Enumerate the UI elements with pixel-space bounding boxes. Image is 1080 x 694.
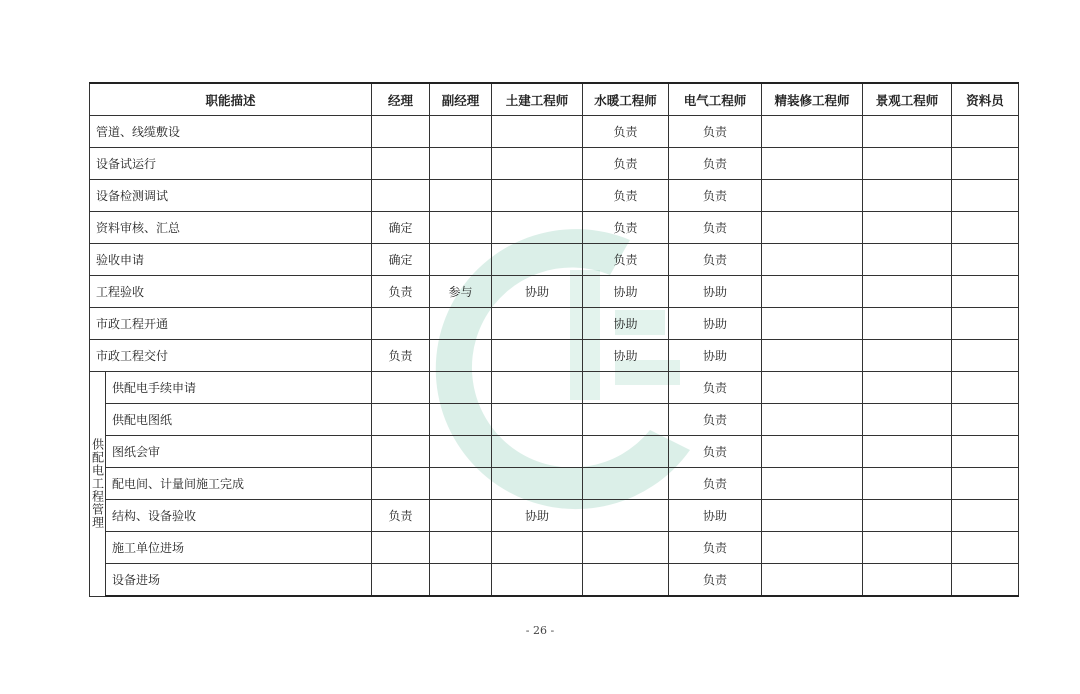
role-cell <box>762 532 863 564</box>
role-cell <box>372 404 430 436</box>
role-cell <box>863 212 952 244</box>
role-cell <box>762 468 863 500</box>
duty-description: 供配电手续申请 <box>106 372 372 404</box>
role-cell <box>863 244 952 276</box>
role-cell <box>952 436 1019 468</box>
role-cell <box>430 340 492 372</box>
role-cell <box>492 212 583 244</box>
role-cell <box>762 244 863 276</box>
duty-description: 图纸会审 <box>106 436 372 468</box>
role-cell <box>762 276 863 308</box>
header-cell: 水暖工程师 <box>583 83 669 116</box>
table-row <box>90 308 1019 340</box>
role-cell <box>583 564 669 597</box>
role-cell: 负责 <box>669 180 762 212</box>
duty-description: 配电间、计量间施工完成 <box>106 468 372 500</box>
role-cell <box>430 372 492 404</box>
role-cell <box>583 436 669 468</box>
role-cell <box>583 468 669 500</box>
duty-description: 供配电图纸 <box>106 404 372 436</box>
role-cell <box>372 116 430 148</box>
role-cell <box>492 564 583 597</box>
role-cell <box>762 180 863 212</box>
role-cell <box>372 468 430 500</box>
role-cell <box>863 436 952 468</box>
role-cell: 负责 <box>372 276 430 308</box>
header-cell: 景观工程师 <box>863 83 952 116</box>
role-cell <box>372 436 430 468</box>
role-cell <box>952 116 1019 148</box>
role-cell <box>430 468 492 500</box>
duty-description: 管道、线缆敷设 <box>90 116 372 148</box>
role-cell <box>430 436 492 468</box>
table-row <box>90 468 1019 500</box>
duty-description: 设备试运行 <box>90 148 372 180</box>
role-cell <box>372 564 430 597</box>
role-cell: 负责 <box>583 212 669 244</box>
role-cell <box>863 340 952 372</box>
duty-description: 设备检测调试 <box>90 180 372 212</box>
role-cell <box>952 180 1019 212</box>
role-cell: 负责 <box>583 180 669 212</box>
table-row <box>90 212 1019 244</box>
header-cell: 精装修工程师 <box>762 83 863 116</box>
header-cell: 资料员 <box>952 83 1019 116</box>
role-cell <box>952 212 1019 244</box>
role-cell <box>492 372 583 404</box>
role-cell: 负责 <box>669 532 762 564</box>
role-cell <box>492 340 583 372</box>
role-cell: 协助 <box>669 500 762 532</box>
role-cell: 协助 <box>492 276 583 308</box>
role-cell <box>863 372 952 404</box>
table-row <box>90 180 1019 212</box>
role-cell <box>952 308 1019 340</box>
table-row <box>90 340 1019 372</box>
role-cell <box>430 244 492 276</box>
role-cell: 协助 <box>669 340 762 372</box>
role-cell: 负责 <box>583 116 669 148</box>
header-cell: 副经理 <box>430 83 492 116</box>
role-cell <box>492 436 583 468</box>
role-cell <box>863 276 952 308</box>
role-cell: 负责 <box>669 404 762 436</box>
role-cell <box>583 372 669 404</box>
role-cell <box>863 148 952 180</box>
duty-description: 市政工程交付 <box>90 340 372 372</box>
role-cell <box>430 148 492 180</box>
role-cell <box>430 564 492 597</box>
role-cell: 协助 <box>669 276 762 308</box>
duty-description: 市政工程开通 <box>90 308 372 340</box>
role-cell <box>863 308 952 340</box>
role-cell <box>952 500 1019 532</box>
role-cell: 负责 <box>583 244 669 276</box>
role-cell <box>952 148 1019 180</box>
table-header-row <box>90 83 1019 116</box>
role-cell <box>492 404 583 436</box>
role-cell <box>372 180 430 212</box>
role-cell <box>492 468 583 500</box>
duty-description: 结构、设备验收 <box>106 500 372 532</box>
role-cell <box>952 244 1019 276</box>
header-cell: 电气工程师 <box>669 83 762 116</box>
role-cell: 负责 <box>669 148 762 180</box>
role-cell <box>492 308 583 340</box>
role-cell <box>762 308 863 340</box>
role-cell <box>762 500 863 532</box>
duty-description: 工程验收 <box>90 276 372 308</box>
role-cell <box>583 532 669 564</box>
role-cell <box>583 500 669 532</box>
role-cell <box>952 468 1019 500</box>
role-cell <box>863 180 952 212</box>
role-cell <box>492 244 583 276</box>
table-row <box>90 532 1019 564</box>
duty-description: 验收申请 <box>90 244 372 276</box>
duty-description: 资料审核、汇总 <box>90 212 372 244</box>
header-cell: 职能描述 <box>90 83 372 116</box>
role-cell: 负责 <box>669 436 762 468</box>
role-cell <box>762 564 863 597</box>
role-cell: 参与 <box>430 276 492 308</box>
role-cell <box>492 180 583 212</box>
role-cell <box>863 468 952 500</box>
role-cell: 负责 <box>669 372 762 404</box>
role-cell <box>762 436 863 468</box>
role-cell <box>583 404 669 436</box>
role-cell: 负责 <box>669 468 762 500</box>
role-cell <box>492 148 583 180</box>
table-row <box>90 116 1019 148</box>
role-cell <box>863 532 952 564</box>
role-cell <box>863 500 952 532</box>
role-cell <box>430 116 492 148</box>
role-cell <box>952 372 1019 404</box>
header-cell: 土建工程师 <box>492 83 583 116</box>
role-cell <box>762 148 863 180</box>
role-cell <box>372 532 430 564</box>
role-cell <box>762 404 863 436</box>
role-cell: 协助 <box>492 500 583 532</box>
role-cell <box>952 532 1019 564</box>
role-cell <box>952 276 1019 308</box>
table-row <box>90 564 1019 597</box>
role-cell: 负责 <box>669 244 762 276</box>
role-cell: 负责 <box>372 500 430 532</box>
table-row <box>90 372 1019 404</box>
group-label: 供配电工程管理 <box>90 372 106 597</box>
role-cell <box>430 308 492 340</box>
table-row <box>90 276 1019 308</box>
role-cell <box>952 340 1019 372</box>
table-row <box>90 500 1019 532</box>
role-cell: 确定 <box>372 244 430 276</box>
role-cell <box>762 340 863 372</box>
role-cell <box>492 532 583 564</box>
role-cell <box>430 500 492 532</box>
table-row <box>90 436 1019 468</box>
duty-description: 设备进场 <box>106 564 372 597</box>
duty-description: 施工单位进场 <box>106 532 372 564</box>
role-cell <box>762 116 863 148</box>
role-cell: 协助 <box>669 308 762 340</box>
responsibility-table <box>89 82 1019 597</box>
table-row <box>90 404 1019 436</box>
role-cell <box>372 372 430 404</box>
role-cell: 确定 <box>372 212 430 244</box>
role-cell: 协助 <box>583 340 669 372</box>
role-cell: 负责 <box>669 212 762 244</box>
role-cell <box>863 116 952 148</box>
role-cell: 负责 <box>583 148 669 180</box>
role-cell <box>762 212 863 244</box>
page-number: - 26 - <box>525 624 555 637</box>
role-cell <box>952 564 1019 597</box>
role-cell <box>952 404 1019 436</box>
role-cell <box>492 116 583 148</box>
table-row <box>90 244 1019 276</box>
role-cell <box>430 404 492 436</box>
role-cell <box>372 308 430 340</box>
role-cell: 负责 <box>372 340 430 372</box>
header-cell: 经理 <box>372 83 430 116</box>
role-cell: 负责 <box>669 564 762 597</box>
role-cell <box>430 532 492 564</box>
role-cell: 协助 <box>583 276 669 308</box>
role-cell <box>863 564 952 597</box>
table-row <box>90 148 1019 180</box>
role-cell: 协助 <box>583 308 669 340</box>
role-cell <box>762 372 863 404</box>
role-cell <box>430 180 492 212</box>
role-cell <box>372 148 430 180</box>
role-cell <box>863 404 952 436</box>
role-cell: 负责 <box>669 116 762 148</box>
role-cell <box>430 212 492 244</box>
